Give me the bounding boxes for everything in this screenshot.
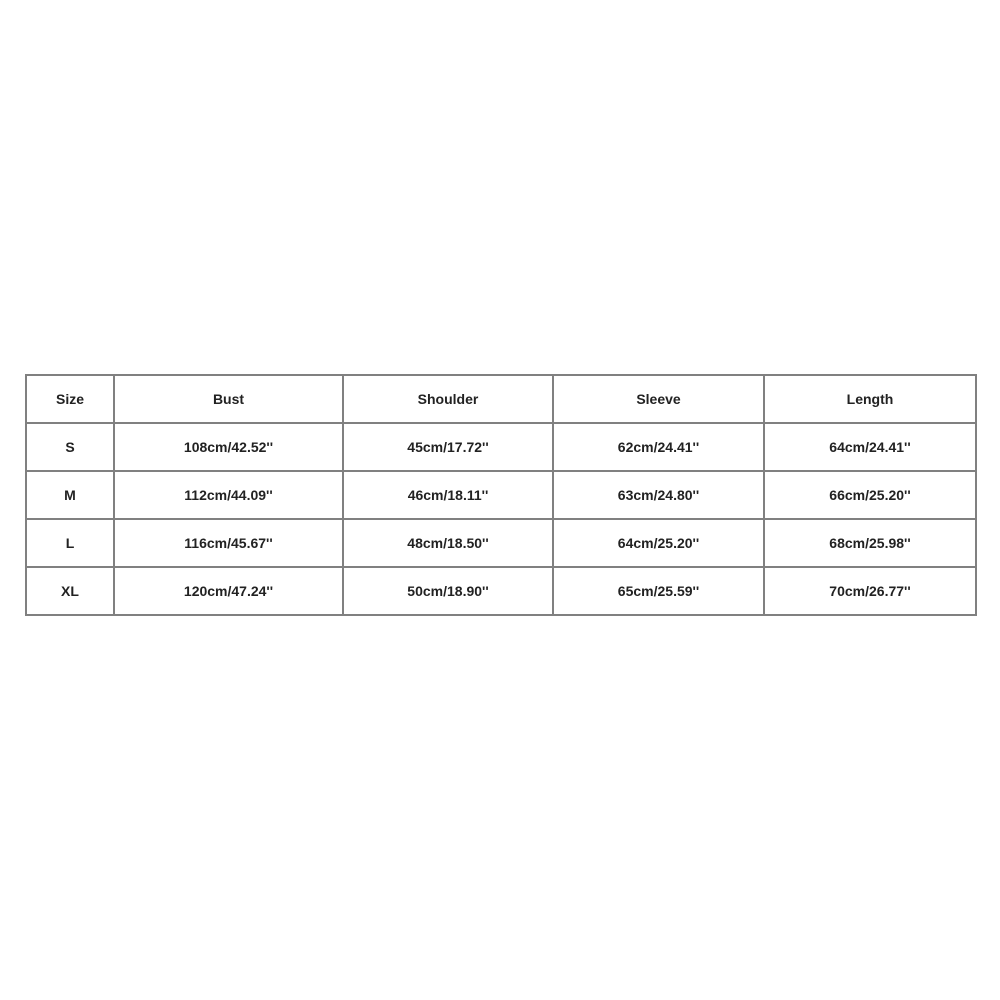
header-row [26,375,976,423]
table-row [26,567,976,615]
size-cell: S [26,423,114,471]
shoulder-cell: 45cm/17.72'' [343,423,553,471]
length-cell: 66cm/25.20'' [764,471,976,519]
length-cell: 64cm/24.41'' [764,423,976,471]
header-length: Length [764,375,976,423]
sleeve-cell: 62cm/24.41'' [553,423,764,471]
header-size: Size [26,375,114,423]
size-cell: M [26,471,114,519]
size-cell: XL [26,567,114,615]
length-cell: 70cm/26.77'' [764,567,976,615]
bust-cell: 116cm/45.67'' [114,519,343,567]
bust-cell: 112cm/44.09'' [114,471,343,519]
size-cell: L [26,519,114,567]
shoulder-cell: 46cm/18.11'' [343,471,553,519]
shoulder-cell: 48cm/18.50'' [343,519,553,567]
table-row [26,519,976,567]
shoulder-cell: 50cm/18.90'' [343,567,553,615]
header-shoulder: Shoulder [343,375,553,423]
sleeve-cell: 63cm/24.80'' [553,471,764,519]
sleeve-cell: 65cm/25.59'' [553,567,764,615]
table-row [26,471,976,519]
header-sleeve: Sleeve [553,375,764,423]
sleeve-cell: 64cm/25.20'' [553,519,764,567]
table-row [26,423,976,471]
size-chart-table [25,374,977,616]
bust-cell: 108cm/42.52'' [114,423,343,471]
length-cell: 68cm/25.98'' [764,519,976,567]
bust-cell: 120cm/47.24'' [114,567,343,615]
header-bust: Bust [114,375,343,423]
